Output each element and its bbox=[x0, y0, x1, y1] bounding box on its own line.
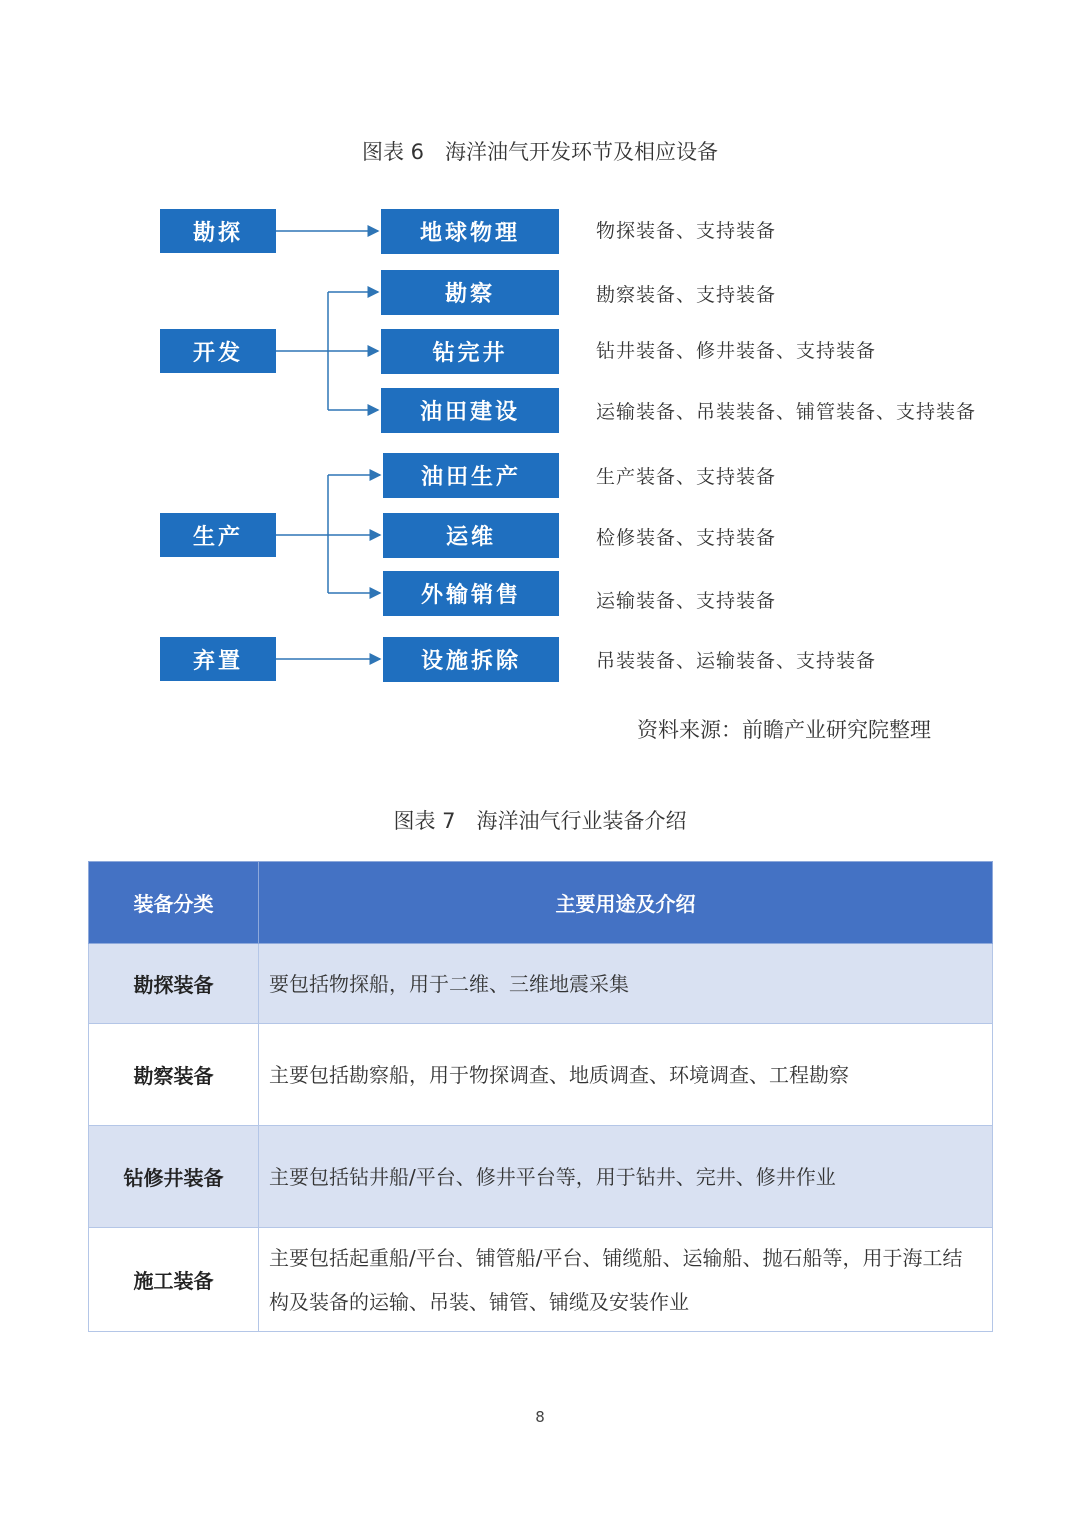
figure6-caption: 图表 6 海洋油气开发环节及相应设备 bbox=[361, 140, 719, 164]
row-description: 主要包括钻井船/平台、修井平台等，用于钻井、完井、修井作业 bbox=[259, 1126, 993, 1228]
equipment-drilling: 钻井装备、修井装备、支持装备 bbox=[596, 340, 877, 362]
step-box-facility-removal: 设施拆除 bbox=[383, 637, 559, 682]
flow-diagram bbox=[0, 190, 1080, 700]
stage-box-production: 生产 bbox=[160, 513, 276, 557]
equipment-construction: 运输装备、吊装装备、铺管装备、支持装备 bbox=[596, 401, 977, 423]
header-description: 主要用途及介绍 bbox=[259, 862, 993, 944]
table-row bbox=[89, 1024, 993, 1126]
step-box-export-sales: 外输销售 bbox=[383, 571, 559, 616]
row-category: 钻修井装备 bbox=[89, 1126, 259, 1228]
equipment-survey: 勘察装备、支持装备 bbox=[596, 284, 777, 306]
row-description: 主要包括起重船/平台、铺管船/平台、铺缆船、运输船、抛石船等，用于海工结构及装备的运输、吊装、铺管、铺缆及安装作业 bbox=[259, 1228, 993, 1332]
step-box-oilfield-construction: 油田建设 bbox=[381, 388, 559, 433]
table-row bbox=[89, 1126, 993, 1228]
row-category: 勘察装备 bbox=[89, 1024, 259, 1126]
equipment-export-sales: 运输装备、支持装备 bbox=[596, 590, 777, 612]
figure7-caption: 图表 7 海洋油气行业装备介绍 bbox=[393, 809, 687, 833]
row-description: 要包括物探船，用于二维、三维地震采集 bbox=[259, 944, 993, 1024]
table-row bbox=[89, 1228, 993, 1332]
step-box-survey: 勘察 bbox=[381, 270, 559, 315]
page-number: 8 bbox=[535, 1408, 545, 1426]
figure6-source: 资料来源：前瞻产业研究院整理 bbox=[637, 718, 931, 742]
step-box-drilling-completion: 钻完井 bbox=[381, 329, 559, 374]
equipment-table bbox=[88, 861, 993, 1332]
equipment-maintenance: 检修装备、支持装备 bbox=[596, 527, 777, 549]
equipment-oilfield-production: 生产装备、支持装备 bbox=[596, 466, 777, 488]
equipment-geophysics: 物探装备、支持装备 bbox=[596, 220, 777, 242]
header-category: 装备分类 bbox=[89, 862, 259, 944]
table-header-row bbox=[89, 862, 993, 944]
step-box-maintenance: 运维 bbox=[383, 513, 559, 558]
stage-box-exploration: 勘探 bbox=[160, 209, 276, 253]
table-row bbox=[89, 944, 993, 1024]
step-box-oilfield-production: 油田生产 bbox=[383, 453, 559, 498]
stage-box-development: 开发 bbox=[160, 329, 276, 373]
equipment-facility-removal: 吊装装备、运输装备、支持装备 bbox=[596, 650, 877, 672]
row-category: 施工装备 bbox=[89, 1228, 259, 1332]
step-box-geophysics: 地球物理 bbox=[381, 209, 559, 254]
stage-box-abandonment: 弃置 bbox=[160, 637, 276, 681]
diagram-connectors bbox=[0, 190, 1080, 700]
row-category: 勘探装备 bbox=[89, 944, 259, 1024]
row-description: 主要包括勘察船，用于物探调查、地质调查、环境调查、工程勘察 bbox=[259, 1024, 993, 1126]
